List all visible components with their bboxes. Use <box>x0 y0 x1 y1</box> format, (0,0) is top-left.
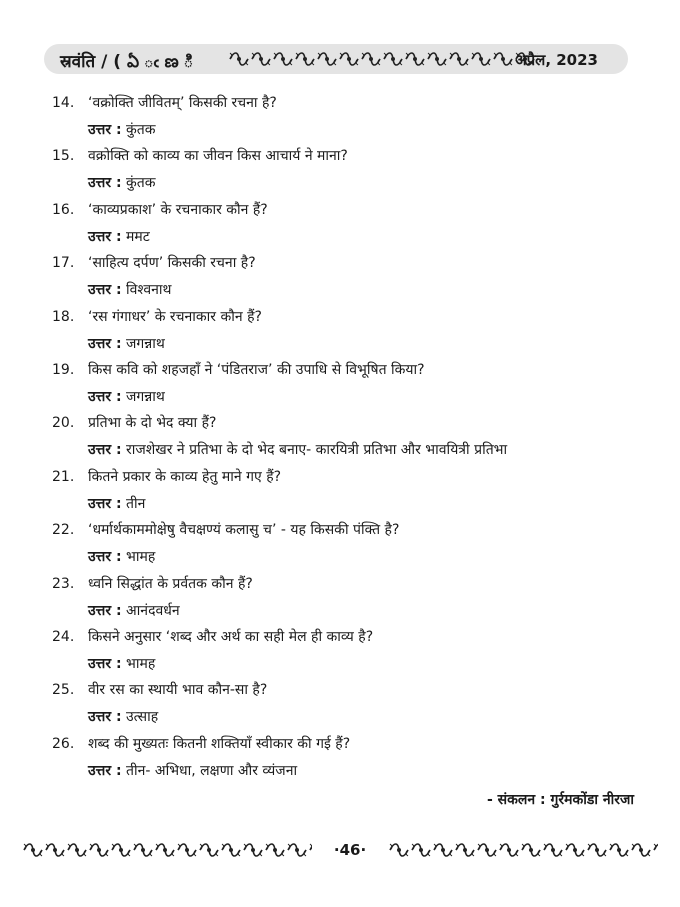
answer-line <box>88 602 180 620</box>
question-number: 26. <box>52 736 75 752</box>
answer-text: जगन्नाथ <box>121 336 165 352</box>
question-text: किस कवि को शहजहाँ ने ‘पंडितराज’ की उपाधि से विभूषित किया? <box>88 362 425 378</box>
answer-text: ममट <box>121 229 150 245</box>
answer-line <box>88 762 297 780</box>
footer-ornament-left <box>22 841 312 859</box>
question-number: 21. <box>52 469 75 485</box>
answer-text: जगन्नाथ <box>121 389 165 405</box>
question-number: 25. <box>52 682 75 698</box>
question-text: वीर रस का स्थायी भाव कौन-सा है? <box>88 682 268 698</box>
answer-text: तीन- अभिधा, लक्षणा और व्यंजना <box>121 763 298 779</box>
answer-line <box>88 655 155 673</box>
answer-text: उत्साह <box>121 709 159 725</box>
answer-label: उत्तर : <box>88 496 122 512</box>
answer-line <box>88 388 165 406</box>
answer-label: उत्तर : <box>88 282 122 298</box>
answer-text: आनंदवर्धन <box>121 603 180 619</box>
question-number: 24. <box>52 629 75 645</box>
page-header <box>44 44 628 74</box>
answer-label: उत्तर : <box>88 175 122 191</box>
question-text: ‘काव्यप्रकाश’ के रचनाकार कौन हैं? <box>88 202 268 218</box>
answer-label: उत्तर : <box>88 336 122 352</box>
answer-label: उत्तर : <box>88 549 122 565</box>
answer-text: भामह <box>121 549 156 565</box>
question-text: ‘वक्रोक्ति जीवितम्’ किसकी रचना है? <box>88 95 277 111</box>
question-text: वक्रोक्ति को काव्य का जीवन किस आचार्य ने माना? <box>88 148 348 164</box>
issue-date: अप्रैल, 2023 <box>515 51 598 69</box>
answer-line <box>88 335 165 353</box>
question-number: 23. <box>52 576 75 592</box>
answer-label: उत्तर : <box>88 656 122 672</box>
question-number: 18. <box>52 309 75 325</box>
question-text: ‘साहित्य दर्पण’ किसकी रचना है? <box>88 255 256 271</box>
footer-ornament-right <box>388 841 658 859</box>
question-number: 17. <box>52 255 75 271</box>
page-footer <box>22 839 658 861</box>
answer-label: उत्तर : <box>88 603 122 619</box>
question-number: 19. <box>52 362 75 378</box>
question-text: प्रतिभा के दो भेद क्या हैं? <box>88 415 217 431</box>
answer-text: कुंतक <box>121 175 156 191</box>
answer-label: उत्तर : <box>88 709 122 725</box>
question-text: कितने प्रकार के काव्य हेतु माने गए हैं? <box>88 469 282 485</box>
question-text: ‘धर्मार्थकाममोक्षेषु वैचक्षण्यं कलासु च’ - यह किसकी पंक्ति है? <box>88 522 400 538</box>
answer-label: उत्तर : <box>88 389 122 405</box>
answer-line <box>88 495 145 513</box>
question-text: ‘रस गंगाधर’ के रचनाकार कौन हैं? <box>88 309 262 325</box>
question-text: ध्वनि सिद्धांत के प्रर्वतक कौन हैं? <box>88 576 253 592</box>
answer-line <box>88 281 171 299</box>
answer-text: तीन <box>121 496 146 512</box>
answer-label: उत्तर : <box>88 229 122 245</box>
question-number: 22. <box>52 522 75 538</box>
answer-text: विश्वनाथ <box>121 282 172 298</box>
answer-text: भामह <box>121 656 156 672</box>
header-ornament-band <box>228 50 538 68</box>
answer-label: उत्तर : <box>88 122 122 138</box>
answer-line <box>88 174 155 192</box>
answer-line <box>88 228 150 246</box>
answer-line <box>88 708 158 726</box>
question-text: शब्द की मुख्यतः कितनी शक्तियाँ स्वीकार की गई हैं? <box>88 736 351 752</box>
answer-text: कुंतक <box>121 122 156 138</box>
answer-line <box>88 548 155 566</box>
question-number: 14. <box>52 95 75 111</box>
answer-line <box>88 441 507 459</box>
page-number: ·46· <box>333 841 367 859</box>
journal-title: स्रवंति / ( ఏ ఁ ణ ి <box>60 52 194 72</box>
answer-label: उत्तर : <box>88 442 122 458</box>
question-number: 20. <box>52 415 75 431</box>
question-number: 15. <box>52 148 75 164</box>
compiler-credit: - संकलन : गुर्रमकोंडा नीरजा <box>487 792 634 808</box>
question-text: किसने अनुसार ‘शब्द और अर्थ का सही मेल ही काव्य है? <box>88 629 374 645</box>
answer-line <box>88 121 155 139</box>
answer-label: उत्तर : <box>88 763 122 779</box>
answer-text: राजशेखर ने प्रतिभा के दो भेद बनाए- कारयित्री प्रतिभा और भावयित्री प्रतिभा <box>121 442 508 458</box>
question-number: 16. <box>52 202 75 218</box>
